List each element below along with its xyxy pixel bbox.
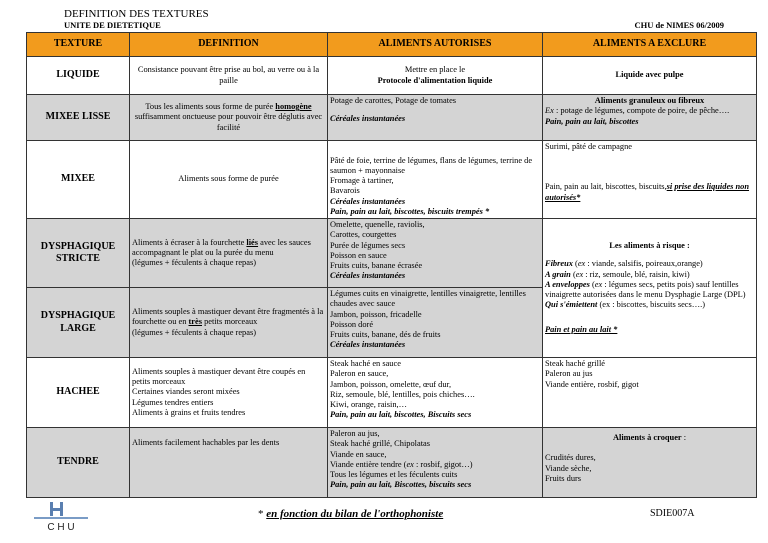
table-row (27, 358, 757, 428)
excluded-item: Steak haché grillé (545, 359, 605, 368)
allowed-cell (328, 95, 543, 141)
footnote: * en fonction du bilan de l'orthophoniste (258, 508, 444, 520)
allowed-item: Poisson doré (330, 319, 374, 329)
excluded-item: Viande entière, rosbif, gigot (545, 379, 639, 389)
allowed-item: Céréales instantanées (330, 196, 406, 206)
allowed-cell (328, 219, 543, 288)
excluded-item: Crudités dures, (545, 453, 596, 463)
allowed-item: Steak haché grillé, Chipolatas (330, 439, 431, 449)
definition-text: avec les sauces accompagnant le plat ou la purée du menu (132, 237, 311, 257)
svg-text:C H U: C H U (47, 522, 75, 533)
definition-cell (130, 288, 328, 358)
definition-cell (130, 358, 328, 428)
risk-item: Fibreux (ex : viande, salsifis, poireaux,orange) (545, 259, 703, 269)
col-header-excluded: ALIMENTS A EXCLURE (543, 33, 757, 57)
risk-cell (543, 219, 757, 358)
excluded-item: Pain, pain au lait, biscottes, biscuits, (545, 182, 667, 192)
definition-text: petits morceaux (204, 317, 258, 327)
allowed-item: Bavarois (330, 186, 360, 196)
allowed-cell (328, 358, 543, 428)
excluded-cell (543, 428, 757, 498)
excluded-item: Viande sèche, (545, 463, 592, 473)
definition-text: Aliments à grains et fruits tendres (132, 407, 246, 417)
table-row (27, 141, 757, 219)
definition-text: Tous les aliments sous forme de purée (145, 102, 274, 112)
allowed-item: Fruits cuits, banane écrasée (330, 261, 423, 270)
org-date: CHU de NIMES 06/2009 (634, 20, 724, 30)
texture-mixee-lisse: MIXEE LISSE (27, 95, 130, 141)
definition-text: Certaines viandes seront mixées (132, 387, 240, 397)
allowed-item: Céréales instantanées (330, 271, 406, 281)
risk-title: Les aliments à risque : (609, 241, 690, 251)
allowed-item: Légumes cuits en vinaigrette, lentilles vinaigrette, lentilles chaudes avec sauce (330, 289, 526, 309)
allowed-item: Poisson en sauce (330, 250, 387, 260)
definition-emphasis: liés (246, 237, 259, 247)
excluded-item: Surimi, pâté de campagne (545, 142, 632, 151)
excluded-cell: Liquide avec pulpe (543, 57, 757, 95)
excluded-cell (543, 141, 757, 219)
excluded-item: : potage de légumes, compote de poire, de pêche…. (555, 106, 730, 116)
allowed-item: Pain, pain au lait, biscottes, Biscuits secs (330, 410, 472, 420)
risk-item: A enveloppes (ex : légumes secs, petits pois) sauf lentilles vinaigrette autorisées dans le menu Dysphagie Large (DPL) (545, 279, 746, 300)
definition-cell (130, 219, 328, 288)
texture-liquide: LIQUIDE (27, 57, 130, 95)
texture-hachee: HACHEE (27, 358, 130, 428)
definition-text: (légumes + féculents à chaque repas) (132, 327, 257, 337)
excluded-item: Pain, pain au lait, biscottes (545, 116, 639, 126)
allowed-cell (328, 141, 543, 219)
definition-cell: Aliments facilement hachables par les dents (130, 428, 328, 498)
protocol-text: Protocole d'alimentation liquide (377, 75, 493, 85)
definition-emphasis: homogène (275, 102, 312, 112)
allowed-item: Tous les légumes et les féculents cuits (330, 470, 458, 479)
risk-footer: Pain et pain au lait * (545, 324, 618, 334)
allowed-item: Viande en sauce, (330, 449, 387, 459)
excluded-cell (543, 358, 757, 428)
allowed-item: Pain, pain au lait, biscottes, biscuits trempés * (330, 206, 490, 216)
example-label: Ex (545, 106, 554, 116)
definition-text: Aliments souples à mastiquer devant être fragmentés à la fourchette ou en (132, 307, 324, 327)
chu-logo (26, 500, 96, 538)
col-header-definition: DEFINITION (130, 33, 328, 57)
allowed-cell (328, 428, 543, 498)
risk-item: Qui s'émiettent (ex : biscottes, biscuits secs….) (545, 300, 706, 310)
definition-cell (130, 95, 328, 141)
table-row (27, 57, 757, 95)
definition-cell: Consistance pouvant être prise au bol, au verre ou à la paille (130, 57, 328, 95)
definition-emphasis: très (188, 317, 202, 327)
allowed-item: Pâté de foie, terrine de légumes, flans de légumes, terrine de saumon + mayonnaise (330, 155, 533, 175)
allowed-item: Kiwi, orange, raisin,… (330, 400, 407, 409)
allowed-item: Steak haché en sauce (330, 359, 401, 368)
unit-name: UNITE DE DIETETIQUE (64, 20, 161, 30)
texture-dysphagique-large: DYSPHAGIQUE LARGE (27, 288, 130, 358)
table-row (27, 95, 757, 141)
excluded-title: Aliments granuleux ou fibreux (594, 96, 705, 105)
col-header-texture: TEXTURE (27, 33, 130, 57)
texture-dysphagique-stricte: DYSPHAGIQUE STRICTE (27, 219, 130, 288)
allowed-item: Paleron en sauce, (330, 369, 389, 379)
table-header-row (27, 33, 757, 57)
allowed-item: Purée de légumes secs (330, 240, 406, 250)
definition-text: suffisamment onctueuse pour pouvoir être déglutis avec facilité (134, 112, 323, 132)
excluded-cell (543, 95, 757, 141)
allowed-item: Paleron au jus, (330, 429, 380, 438)
document-title: DEFINITION DES TEXTURES (64, 8, 209, 20)
allowed-item: Viande entière tendre (ex : rosbif, gigot…) (330, 459, 473, 469)
allowed-item: Pain, pain au lait, Biscottes, biscuits secs (330, 480, 472, 490)
allowed-item: Jambon, poisson, omelette, œuf dur, (330, 379, 452, 389)
allowed-item: Céréales instantanées (330, 114, 406, 124)
excluded-title: Aliments à croquer : (612, 433, 687, 442)
col-header-allowed: ALIMENTS AUTORISES (328, 33, 543, 57)
allowed-item: Céréales instantanées (330, 340, 406, 350)
excluded-condition: si prise des liquides non autorisés* (545, 182, 750, 202)
definition-text: Légumes tendres entiers (132, 397, 214, 407)
texture-table (26, 32, 757, 498)
table-row (27, 219, 757, 288)
allowed-text: Mettre en place le (404, 65, 466, 75)
excluded-item: Paleron au jus (545, 369, 593, 379)
allowed-cell (328, 288, 543, 358)
allowed-item: Potage de carottes, Potage de tomates (330, 96, 457, 105)
allowed-item: Fruits cuits, banane, dés de fruits (330, 330, 441, 339)
definition-cell: Aliments sous forme de purée (130, 141, 328, 219)
document-code: SDIE007A (650, 508, 695, 519)
texture-tendre: TENDRE (27, 428, 130, 498)
excluded-item: Fruits durs (545, 473, 582, 483)
allowed-item: Carottes, courgettes (330, 230, 397, 240)
definition-text: Aliments souples à mastiquer devant être coupés en petits morceaux (132, 366, 306, 387)
allowed-cell (328, 57, 543, 95)
allowed-item: Fromage à tartiner, (330, 176, 394, 185)
table-row (27, 428, 757, 498)
definition-text: (légumes + féculents à chaque repas) (132, 258, 257, 268)
allowed-item: Omelette, quenelle, raviolis, (330, 220, 425, 229)
texture-mixee: MIXEE (27, 141, 130, 219)
risk-item: A grain (ex : riz, semoule, blé, raisin, kiwi) (545, 269, 690, 279)
allowed-item: Riz, semoule, blé, lentilles, pois chiches…. (330, 389, 475, 399)
allowed-item: Jambon, poisson, fricadelle (330, 309, 422, 319)
definition-text: Aliments à écraser à la fourchette (132, 237, 245, 247)
